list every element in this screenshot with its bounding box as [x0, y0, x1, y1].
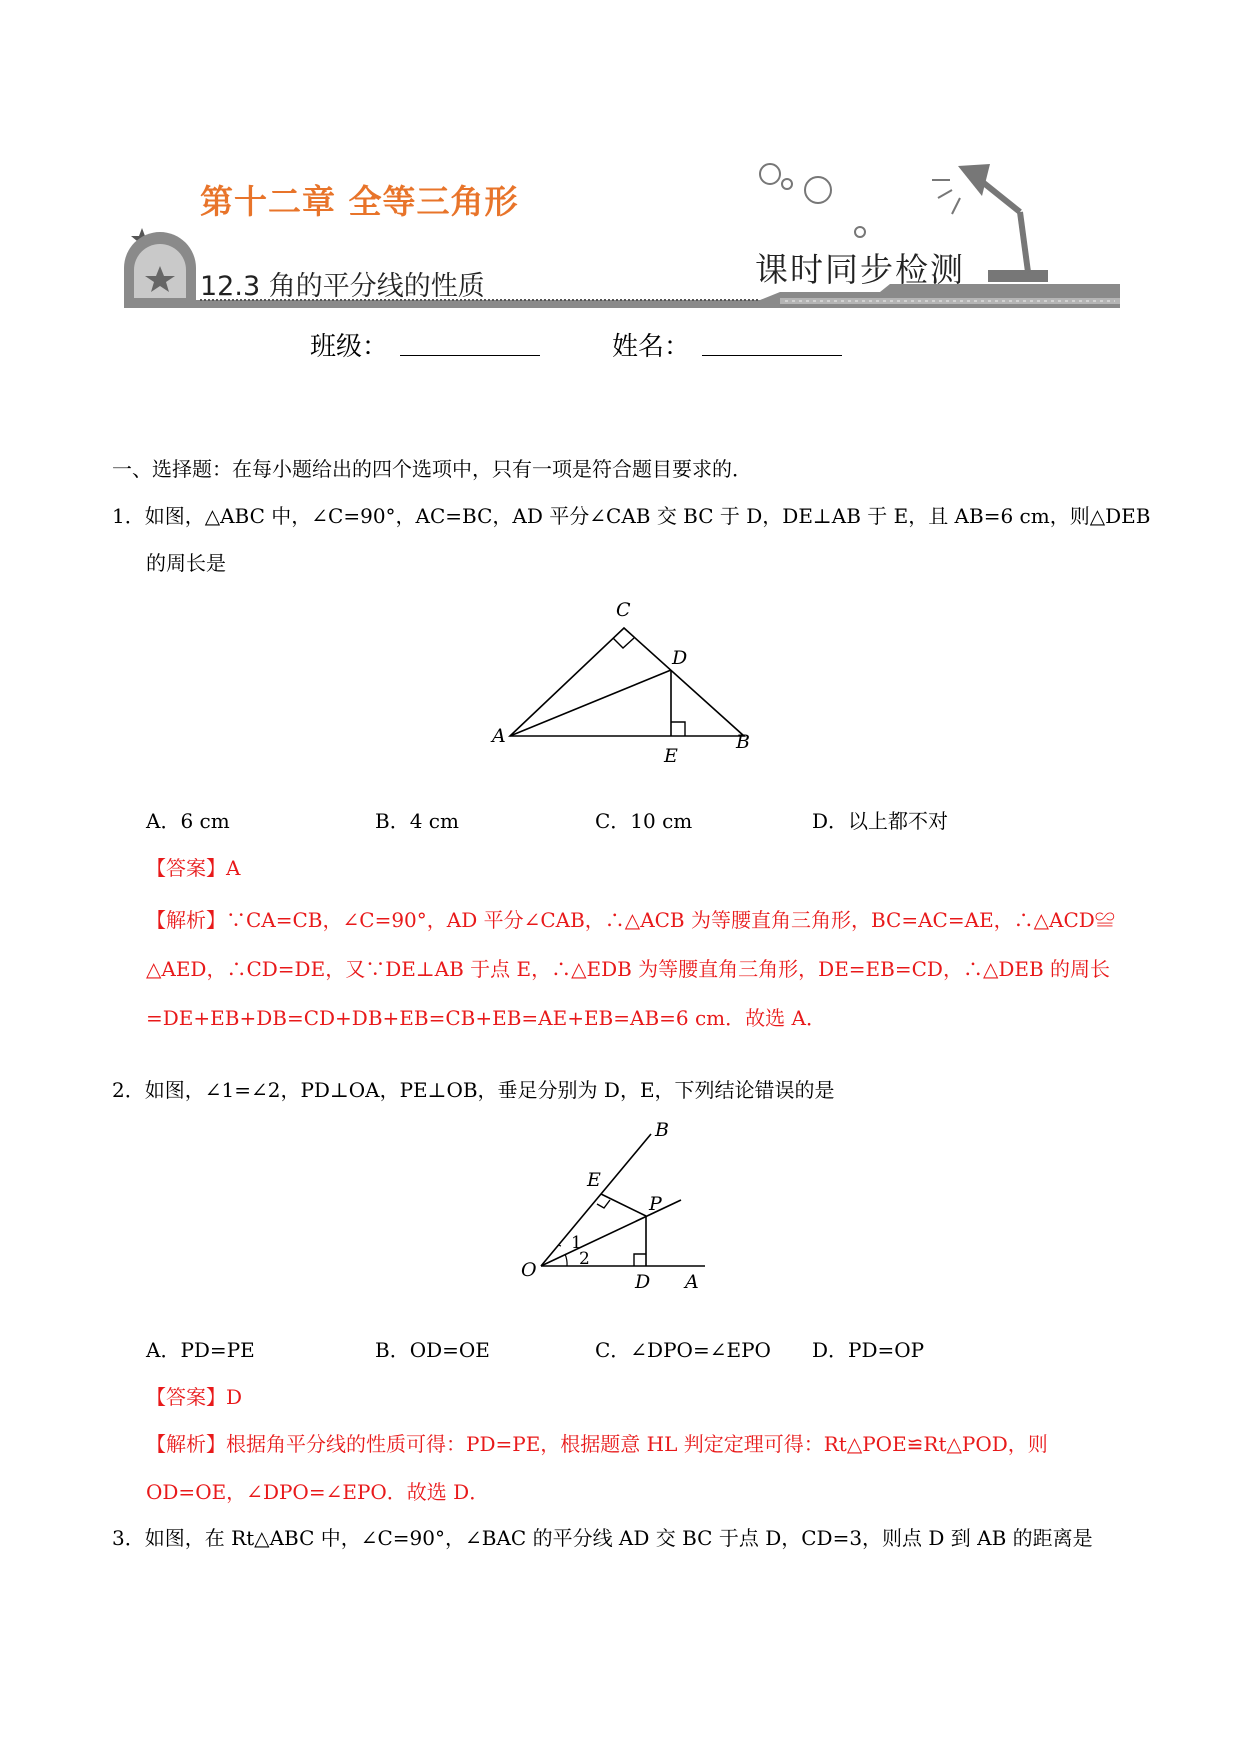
q1-number: 1．: [112, 504, 145, 528]
name-blank-line[interactable]: [702, 355, 842, 356]
q2-label-1: 1: [571, 1233, 582, 1253]
q2-option-a[interactable]: A．PD=PE: [146, 1338, 255, 1362]
section-title: 12.3 角的平分线的性质: [200, 271, 485, 302]
bubble-icon: [760, 164, 780, 184]
q3-number: 3．: [112, 1526, 145, 1550]
q2-label-e: E: [587, 1169, 601, 1191]
q2-option-c[interactable]: C．∠DPO=∠EPO: [595, 1338, 771, 1362]
q1-label-e: E: [664, 745, 678, 767]
q1-analysis-line1: 【解析】∵CA=CB，∠C=90°，AD 平分∠CAB，∴△ACB 为等腰直角三角形，BC=AC=AE，∴△ACD≌: [146, 908, 1115, 932]
q1-answer: 【答案】A: [146, 856, 241, 880]
sync-label: 课时同步检测: [755, 250, 965, 289]
q1-analysis-line2: △AED，∴CD=DE，又∵DE⊥AB 于点 E，∴△EDB 为等腰直角三角形，DE=EB=CD，∴△DEB 的周长: [146, 957, 1111, 981]
bubble-icon: [855, 227, 865, 237]
q2-answer: 【答案】D: [146, 1385, 243, 1409]
q2-analysis-line1: 【解析】根据角平分线的性质可得：PD=PE，根据题意 HL 判定定理可得：Rt△POE≌Rt△POD，则: [146, 1432, 1048, 1456]
q2-label-o: O: [521, 1259, 537, 1281]
q2-label-2: 2: [579, 1249, 590, 1269]
q1-option-a[interactable]: A．6 cm: [146, 809, 230, 833]
q2-label-p: P: [649, 1193, 662, 1215]
q3-stem-line1: 如图，在 Rt△ABC 中，∠C=90°，∠BAC 的平分线 AD 交 BC 于点 D，CD=3，则点 D 到 AB 的距离是: [144, 1526, 1093, 1550]
q2-line1: [112, 1075, 835, 1105]
section-heading: 一、选择题：在每小题给出的四个选项中，只有一项是符合题目要求的．: [112, 457, 752, 481]
q1-label-b: B: [736, 731, 750, 753]
q2-stem-line1: 如图，∠1=∠2，PD⊥OA，PE⊥OB，垂足分别为 D，E，下列结论错误的是: [144, 1078, 835, 1102]
q2-label-a: A: [685, 1271, 699, 1293]
class-label: 班级：: [310, 332, 389, 362]
class-blank-line[interactable]: [400, 355, 540, 356]
q1-line1: [112, 501, 1150, 531]
q2-figure: [515, 1120, 715, 1300]
q1-figure: [480, 590, 770, 770]
q2-option-d[interactable]: D．PD=OP: [812, 1338, 925, 1362]
q1-option-b[interactable]: B．4 cm: [375, 809, 459, 833]
q1-option-c[interactable]: C．10 cm: [595, 809, 693, 833]
q1-label-a: A: [492, 725, 506, 747]
q3-line1: [112, 1523, 1093, 1553]
q1-stem-line2: 的周长是: [146, 551, 226, 575]
q1-stem-line1: 如图，△ABC 中，∠C=90°，AC=BC，AD 平分∠CAB 交 BC 于 D，DE⊥AB 于 E，且 AB=6 cm，则△DEB: [144, 504, 1151, 528]
q2-number: 2．: [112, 1078, 145, 1102]
q1-option-d[interactable]: D．以上都不对: [812, 809, 949, 833]
q1-analysis-line3: =DE+EB+DB=CD+DB+EB=CB+EB=AE+EB=AB=6 cm．故选 A．: [146, 1006, 826, 1030]
q1-label-d: D: [672, 647, 688, 669]
bubble-icon: [805, 177, 831, 203]
q2-label-b: B: [655, 1120, 669, 1141]
q2-option-b[interactable]: B．OD=OE: [375, 1338, 490, 1362]
q2-label-d: D: [635, 1271, 651, 1293]
bubble-icon: [782, 179, 792, 189]
q1-label-c: C: [616, 599, 631, 621]
q2-analysis-line2: OD=OE，∠DPO=∠EPO．故选 D．: [146, 1480, 490, 1504]
chapter-title: 第十二章 全等三角形: [200, 182, 519, 221]
name-label: 姓名：: [612, 332, 691, 362]
